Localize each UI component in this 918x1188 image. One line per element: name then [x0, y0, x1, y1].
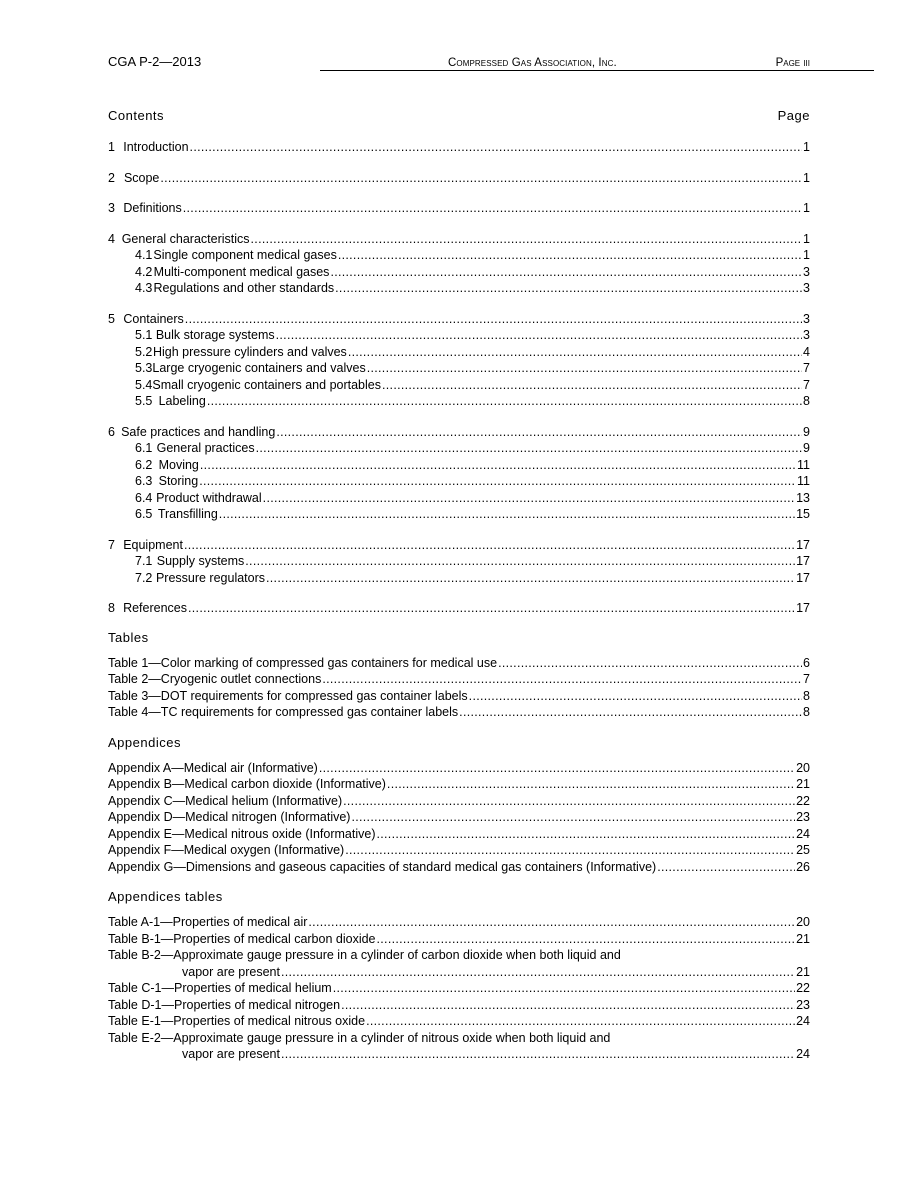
dot-leader — [276, 425, 802, 439]
toc-section-group — [108, 201, 810, 218]
entry-number: 5.4 — [135, 377, 153, 392]
entry-title: Appendix F—Medical oxygen (Informative) — [108, 843, 345, 857]
entry-page: 8 — [803, 394, 810, 408]
dot-leader — [498, 656, 802, 670]
entry-page: 22 — [796, 981, 810, 995]
entry-number: 5.5 — [135, 394, 153, 408]
toc-entry[interactable] — [108, 601, 810, 618]
entry-title: Appendix D—Medical nitrogen (Informative) — [108, 810, 351, 824]
toc-entry[interactable] — [108, 378, 810, 395]
entry-title: Table A-1—Properties of medical air — [108, 915, 308, 929]
entry-page: 1 — [803, 201, 810, 215]
appendix-tables-list — [108, 915, 810, 1064]
dot-leader — [188, 601, 795, 615]
toc-entry[interactable] — [108, 777, 810, 794]
entry-number: 5 — [108, 311, 115, 326]
dot-leader — [387, 777, 795, 791]
dot-leader — [263, 491, 795, 505]
entry-page: 11 — [797, 457, 810, 472]
entry-page: 7 — [803, 377, 810, 392]
entry-number: 2 — [108, 170, 115, 185]
entry-title-line: Table E-2—Approximate gauge pressure in a cylinder of nitrous oxide when both liquid and — [108, 1030, 611, 1045]
dot-leader — [459, 705, 802, 719]
toc-entry[interactable] — [108, 932, 810, 949]
entry-page: 24 — [796, 1047, 810, 1061]
entry-title: Table B-1—Properties of medical carbon dioxide — [108, 931, 376, 946]
dot-leader — [185, 312, 802, 326]
entry-number: 1 — [108, 140, 115, 154]
dot-leader — [366, 1014, 795, 1028]
toc-entry[interactable] — [108, 538, 810, 555]
dot-leader — [190, 140, 803, 154]
dot-leader — [319, 761, 795, 775]
dot-leader — [367, 361, 802, 375]
toc-entry[interactable] — [108, 441, 810, 458]
entry-page: 3 — [803, 281, 810, 295]
entry-page: 3 — [803, 328, 810, 342]
entry-page: 24 — [796, 1014, 810, 1028]
entry-page: 20 — [796, 760, 810, 775]
dot-leader — [330, 265, 802, 279]
toc-entry[interactable] — [108, 860, 810, 877]
dot-leader — [281, 1047, 795, 1061]
entry-title: Product withdrawal — [156, 490, 262, 505]
toc-section-group — [108, 425, 810, 524]
entry-title: General characteristics — [121, 231, 250, 246]
dot-leader — [345, 843, 795, 857]
dot-leader — [351, 810, 795, 824]
entry-number: 4.1 — [135, 248, 153, 262]
entry-page: 21 — [796, 931, 810, 946]
dot-leader — [333, 981, 795, 995]
entry-title: Appendix E—Medical nitrous oxide (Informative) — [108, 826, 376, 841]
entry-page: 17 — [796, 554, 810, 568]
toc-entry[interactable] — [108, 1014, 810, 1031]
entry-title: Pressure regulators — [155, 570, 266, 585]
dot-leader — [348, 345, 802, 359]
entry-title: General practices — [156, 441, 255, 455]
entry-page: 6 — [803, 655, 810, 670]
toc-entry[interactable] — [108, 491, 810, 508]
dot-leader — [266, 571, 795, 585]
toc-entry[interactable] — [108, 843, 810, 860]
entry-page: 21 — [796, 777, 810, 791]
toc-entry[interactable] — [108, 965, 810, 982]
entry-page: 25 — [796, 843, 810, 857]
entry-page: 24 — [796, 826, 810, 841]
entry-page: 1 — [803, 248, 810, 262]
dot-leader — [657, 860, 795, 874]
entry-title: Safe practices and handling — [121, 424, 276, 439]
dot-leader — [199, 474, 796, 488]
entry-page: 3 — [803, 311, 810, 326]
toc-entry[interactable] — [108, 705, 810, 722]
toc-entry[interactable] — [108, 345, 810, 362]
appendices-list — [108, 761, 810, 877]
toc-entry[interactable] — [108, 248, 810, 265]
dot-leader — [308, 915, 795, 929]
toc-entry[interactable] — [108, 281, 810, 298]
entry-number: 5.2 — [135, 344, 153, 359]
toc-entry[interactable] — [108, 361, 810, 378]
contents-heading: Contents — [108, 108, 165, 123]
toc-entry[interactable] — [108, 328, 810, 345]
entry-page: 17 — [796, 570, 810, 585]
toc-entry[interactable] — [108, 672, 810, 689]
toc-entry[interactable] — [108, 171, 810, 188]
entry-title: Table C-1—Properties of medical helium — [108, 981, 332, 995]
toc-entry[interactable] — [108, 810, 810, 827]
toc-section-group — [108, 171, 810, 188]
table-of-contents — [108, 108, 810, 1064]
entry-number: 6.4 — [135, 490, 153, 505]
toc-section-group — [108, 312, 810, 411]
entry-title: Labeling — [158, 394, 206, 408]
entry-page: 3 — [803, 264, 810, 279]
dot-leader — [338, 248, 802, 262]
entry-number: 5.1 — [135, 328, 153, 342]
entry-page: 23 — [796, 997, 810, 1012]
entry-page: 17 — [796, 537, 810, 552]
entry-page: 1 — [803, 170, 810, 185]
dot-leader — [335, 281, 802, 295]
toc-entry[interactable] — [108, 794, 810, 811]
page-column-heading: Page — [777, 108, 810, 123]
entry-page: 9 — [803, 424, 810, 439]
entry-title: Containers — [123, 311, 184, 326]
toc-entry[interactable] — [108, 140, 810, 157]
document-id: CGA P-2—2013 — [108, 54, 202, 69]
toc-section-group — [108, 232, 810, 298]
entry-number: 8 — [108, 601, 115, 615]
dot-leader — [469, 689, 802, 703]
dot-leader — [322, 672, 802, 686]
entry-page: 26 — [796, 859, 810, 874]
entry-title: Table 3—DOT requirements for compressed gas container labels — [108, 688, 468, 703]
appendix-tables-heading: Appendices tables — [108, 889, 223, 904]
entry-page: 8 — [803, 705, 810, 719]
toc-entry[interactable] — [108, 554, 810, 571]
dot-leader — [382, 378, 802, 392]
toc-entry[interactable] — [108, 915, 810, 932]
tables-heading: Tables — [108, 629, 149, 645]
entry-page: 22 — [796, 793, 810, 808]
entry-title: Appendix C—Medical helium (Informative) — [108, 793, 343, 808]
entry-title: Table 2—Cryogenic outlet connections — [108, 672, 322, 686]
toc-entry[interactable] — [108, 571, 810, 588]
entry-number: 3 — [108, 201, 115, 215]
dot-leader — [256, 441, 802, 455]
entry-page: 1 — [803, 231, 810, 246]
toc-entry[interactable] — [108, 507, 810, 524]
entry-page: 21 — [796, 964, 810, 979]
toc-section-group — [108, 140, 810, 157]
dot-leader — [343, 794, 795, 808]
entry-number: 7 — [108, 537, 115, 552]
contents-sections — [108, 140, 810, 618]
dot-leader — [376, 827, 795, 841]
entry-page: 23 — [796, 810, 810, 824]
dot-leader — [219, 507, 795, 521]
dot-leader — [245, 554, 795, 568]
entry-title: Table D-1—Properties of medical nitrogen — [108, 997, 341, 1012]
dot-leader — [341, 998, 795, 1012]
entry-title: Table E-1—Properties of medical nitrous oxide — [108, 1014, 366, 1028]
entry-page: 9 — [803, 441, 810, 455]
toc-entry[interactable] — [108, 265, 810, 282]
entry-page: 15 — [796, 507, 810, 521]
toc-section-group — [108, 601, 810, 618]
tables-list — [108, 656, 810, 722]
toc-entry[interactable] — [108, 689, 810, 706]
page-number: Page iii — [775, 57, 810, 69]
entry-page: 13 — [796, 490, 810, 505]
entry-number: 6.3 — [135, 474, 153, 488]
entry-page: 7 — [803, 672, 810, 686]
entry-title: Transfilling — [157, 507, 218, 521]
entry-title: Moving — [158, 457, 199, 472]
toc-entry[interactable] — [108, 761, 810, 778]
toc-entry[interactable] — [108, 201, 810, 218]
entry-number: 6 — [108, 424, 115, 439]
entry-title-line: Table B-2—Approximate gauge pressure in a cylinder of carbon dioxide when both liquid and — [108, 948, 621, 962]
entry-page: 17 — [796, 601, 810, 615]
entry-title: Small cryogenic containers and portables — [152, 377, 381, 392]
entry-title: Appendix B—Medical carbon dioxide (Informative) — [108, 777, 386, 791]
dot-leader — [281, 965, 795, 979]
entry-number: 6.2 — [135, 457, 153, 472]
entry-title: vapor are present — [182, 1047, 280, 1061]
toc-entry[interactable] — [108, 312, 810, 329]
toc-entry[interactable] — [108, 232, 810, 249]
entry-title: Bulk storage systems — [155, 328, 275, 342]
page-header — [108, 53, 810, 71]
entry-page: 8 — [803, 688, 810, 703]
entry-number: 7.1 — [135, 554, 153, 568]
entry-number: 4 — [108, 231, 115, 246]
entry-title: Equipment — [123, 537, 183, 552]
contents-heading-row — [108, 108, 810, 126]
entry-title: Definitions — [123, 201, 182, 215]
appendices-heading: Appendices — [108, 734, 181, 750]
entry-title: Scope — [123, 170, 160, 185]
toc-entry[interactable] — [108, 425, 810, 442]
toc-entry[interactable] — [108, 394, 810, 411]
entry-title: Supply systems — [156, 554, 245, 568]
entry-title: Storing — [158, 474, 199, 488]
entry-page: 4 — [803, 344, 810, 359]
entry-title: Large cryogenic containers and valves — [152, 361, 366, 375]
entry-title: Table 4—TC requirements for compressed gas container labels — [108, 705, 459, 719]
dot-leader — [251, 232, 803, 246]
toc-entry[interactable] — [108, 458, 810, 475]
publisher-name: Compressed Gas Association, Inc. — [448, 57, 617, 69]
dot-leader — [377, 932, 796, 946]
header-rule — [320, 70, 874, 71]
dot-leader — [183, 201, 802, 215]
entry-page: 20 — [796, 915, 810, 929]
entry-title: High pressure cylinders and valves — [152, 344, 347, 359]
entry-title: References — [123, 601, 188, 615]
entry-number: 4.2 — [135, 264, 153, 279]
toc-entry[interactable] — [108, 998, 810, 1015]
entry-number: 5.3 — [135, 361, 153, 375]
dot-leader — [184, 538, 795, 552]
toc-section-group — [108, 538, 810, 588]
entry-title: vapor are present — [182, 964, 280, 979]
entry-number: 6.5 — [135, 507, 153, 521]
toc-entry[interactable] — [108, 827, 810, 844]
entry-page: 11 — [797, 474, 810, 488]
entry-title: Appendix G—Dimensions and gaseous capacities of standard medical gas containers (Informative) — [108, 859, 657, 874]
entry-title: Single component medical gases — [153, 248, 337, 262]
entry-title: Multi-component medical gases — [153, 264, 330, 279]
entry-title: Regulations and other standards — [153, 281, 335, 295]
entry-title: Introduction — [123, 140, 189, 154]
entry-title: Table 1—Color marking of compressed gas containers for medical use — [108, 655, 498, 670]
entry-number: 6.1 — [135, 441, 153, 455]
toc-entry[interactable] — [108, 656, 810, 673]
entry-title: Appendix A—Medical air (Informative) — [108, 760, 318, 775]
entry-page: 7 — [803, 361, 810, 375]
dot-leader — [160, 171, 802, 185]
entry-page: 1 — [803, 140, 810, 154]
toc-entry[interactable] — [108, 1047, 810, 1064]
entry-number: 4.3 — [135, 281, 153, 295]
toc-entry[interactable] — [108, 981, 810, 998]
dot-leader — [276, 328, 802, 342]
dot-leader — [200, 458, 796, 472]
entry-number: 7.2 — [135, 570, 153, 585]
dot-leader — [207, 394, 802, 408]
toc-entry[interactable] — [108, 474, 810, 491]
